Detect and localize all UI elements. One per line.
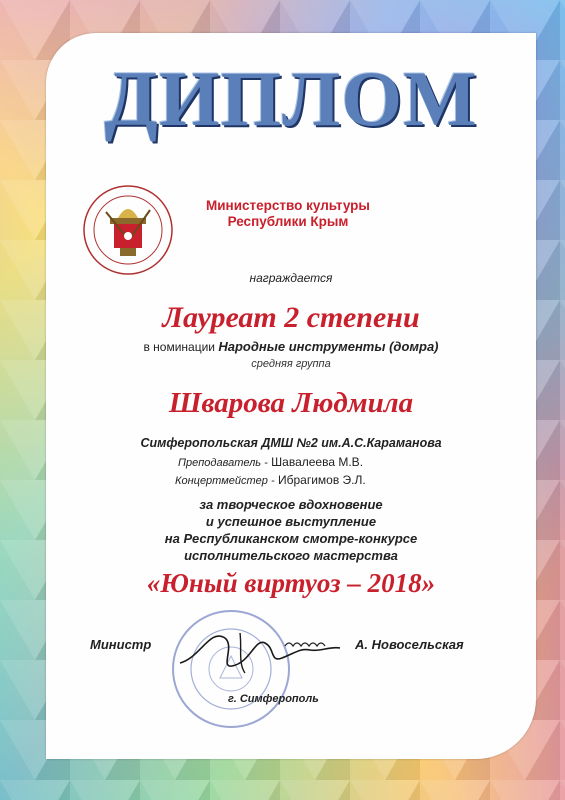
teacher-name: Шавалеева М.В. — [271, 455, 364, 469]
recipient-name: Шварова Людмила — [168, 387, 414, 419]
laureate-degree: Лауреат 2 степени — [162, 301, 420, 334]
nomination-prefix: в номинации — [143, 340, 216, 354]
accompanist-line — [175, 473, 366, 487]
ministry-name — [198, 198, 378, 230]
ministry-line-1: Министерство культуры — [206, 198, 370, 213]
awarded-label: награждается — [249, 271, 333, 285]
age-group: средняя группа — [251, 358, 331, 370]
minister-label: Министр — [90, 637, 152, 652]
signer-name: А. Новосельская — [355, 637, 464, 652]
description-line: за творческое вдохновение — [199, 497, 383, 512]
ministry-emblem-icon — [80, 182, 176, 278]
description-line: исполнительского мастерства — [184, 548, 398, 563]
contest-name: «Юный виртуоз – 2018» — [146, 568, 436, 598]
diploma-title: ДИПЛОМ — [104, 55, 478, 142]
city-label: г. Симферополь — [228, 693, 319, 705]
ministry-line-2: Республики Крым — [227, 214, 349, 229]
teacher-line — [178, 455, 363, 469]
signature-icon — [170, 618, 350, 678]
accompanist-name: Ибрагимов Э.Л. — [277, 473, 366, 487]
nomination-line — [46, 339, 536, 354]
description-line: и успешное выступление — [205, 514, 377, 529]
description-line: на Республиканском смотре-конкурсе — [164, 531, 418, 546]
school-name: Симферопольская ДМШ №2 им.А.С.Караманова — [140, 436, 442, 450]
nomination-name: Народные инструменты (домра) — [218, 339, 439, 354]
teacher-role: Преподаватель - — [178, 457, 268, 469]
accompanist-role: Концертмейстер - — [175, 475, 275, 487]
award-description — [46, 496, 536, 564]
